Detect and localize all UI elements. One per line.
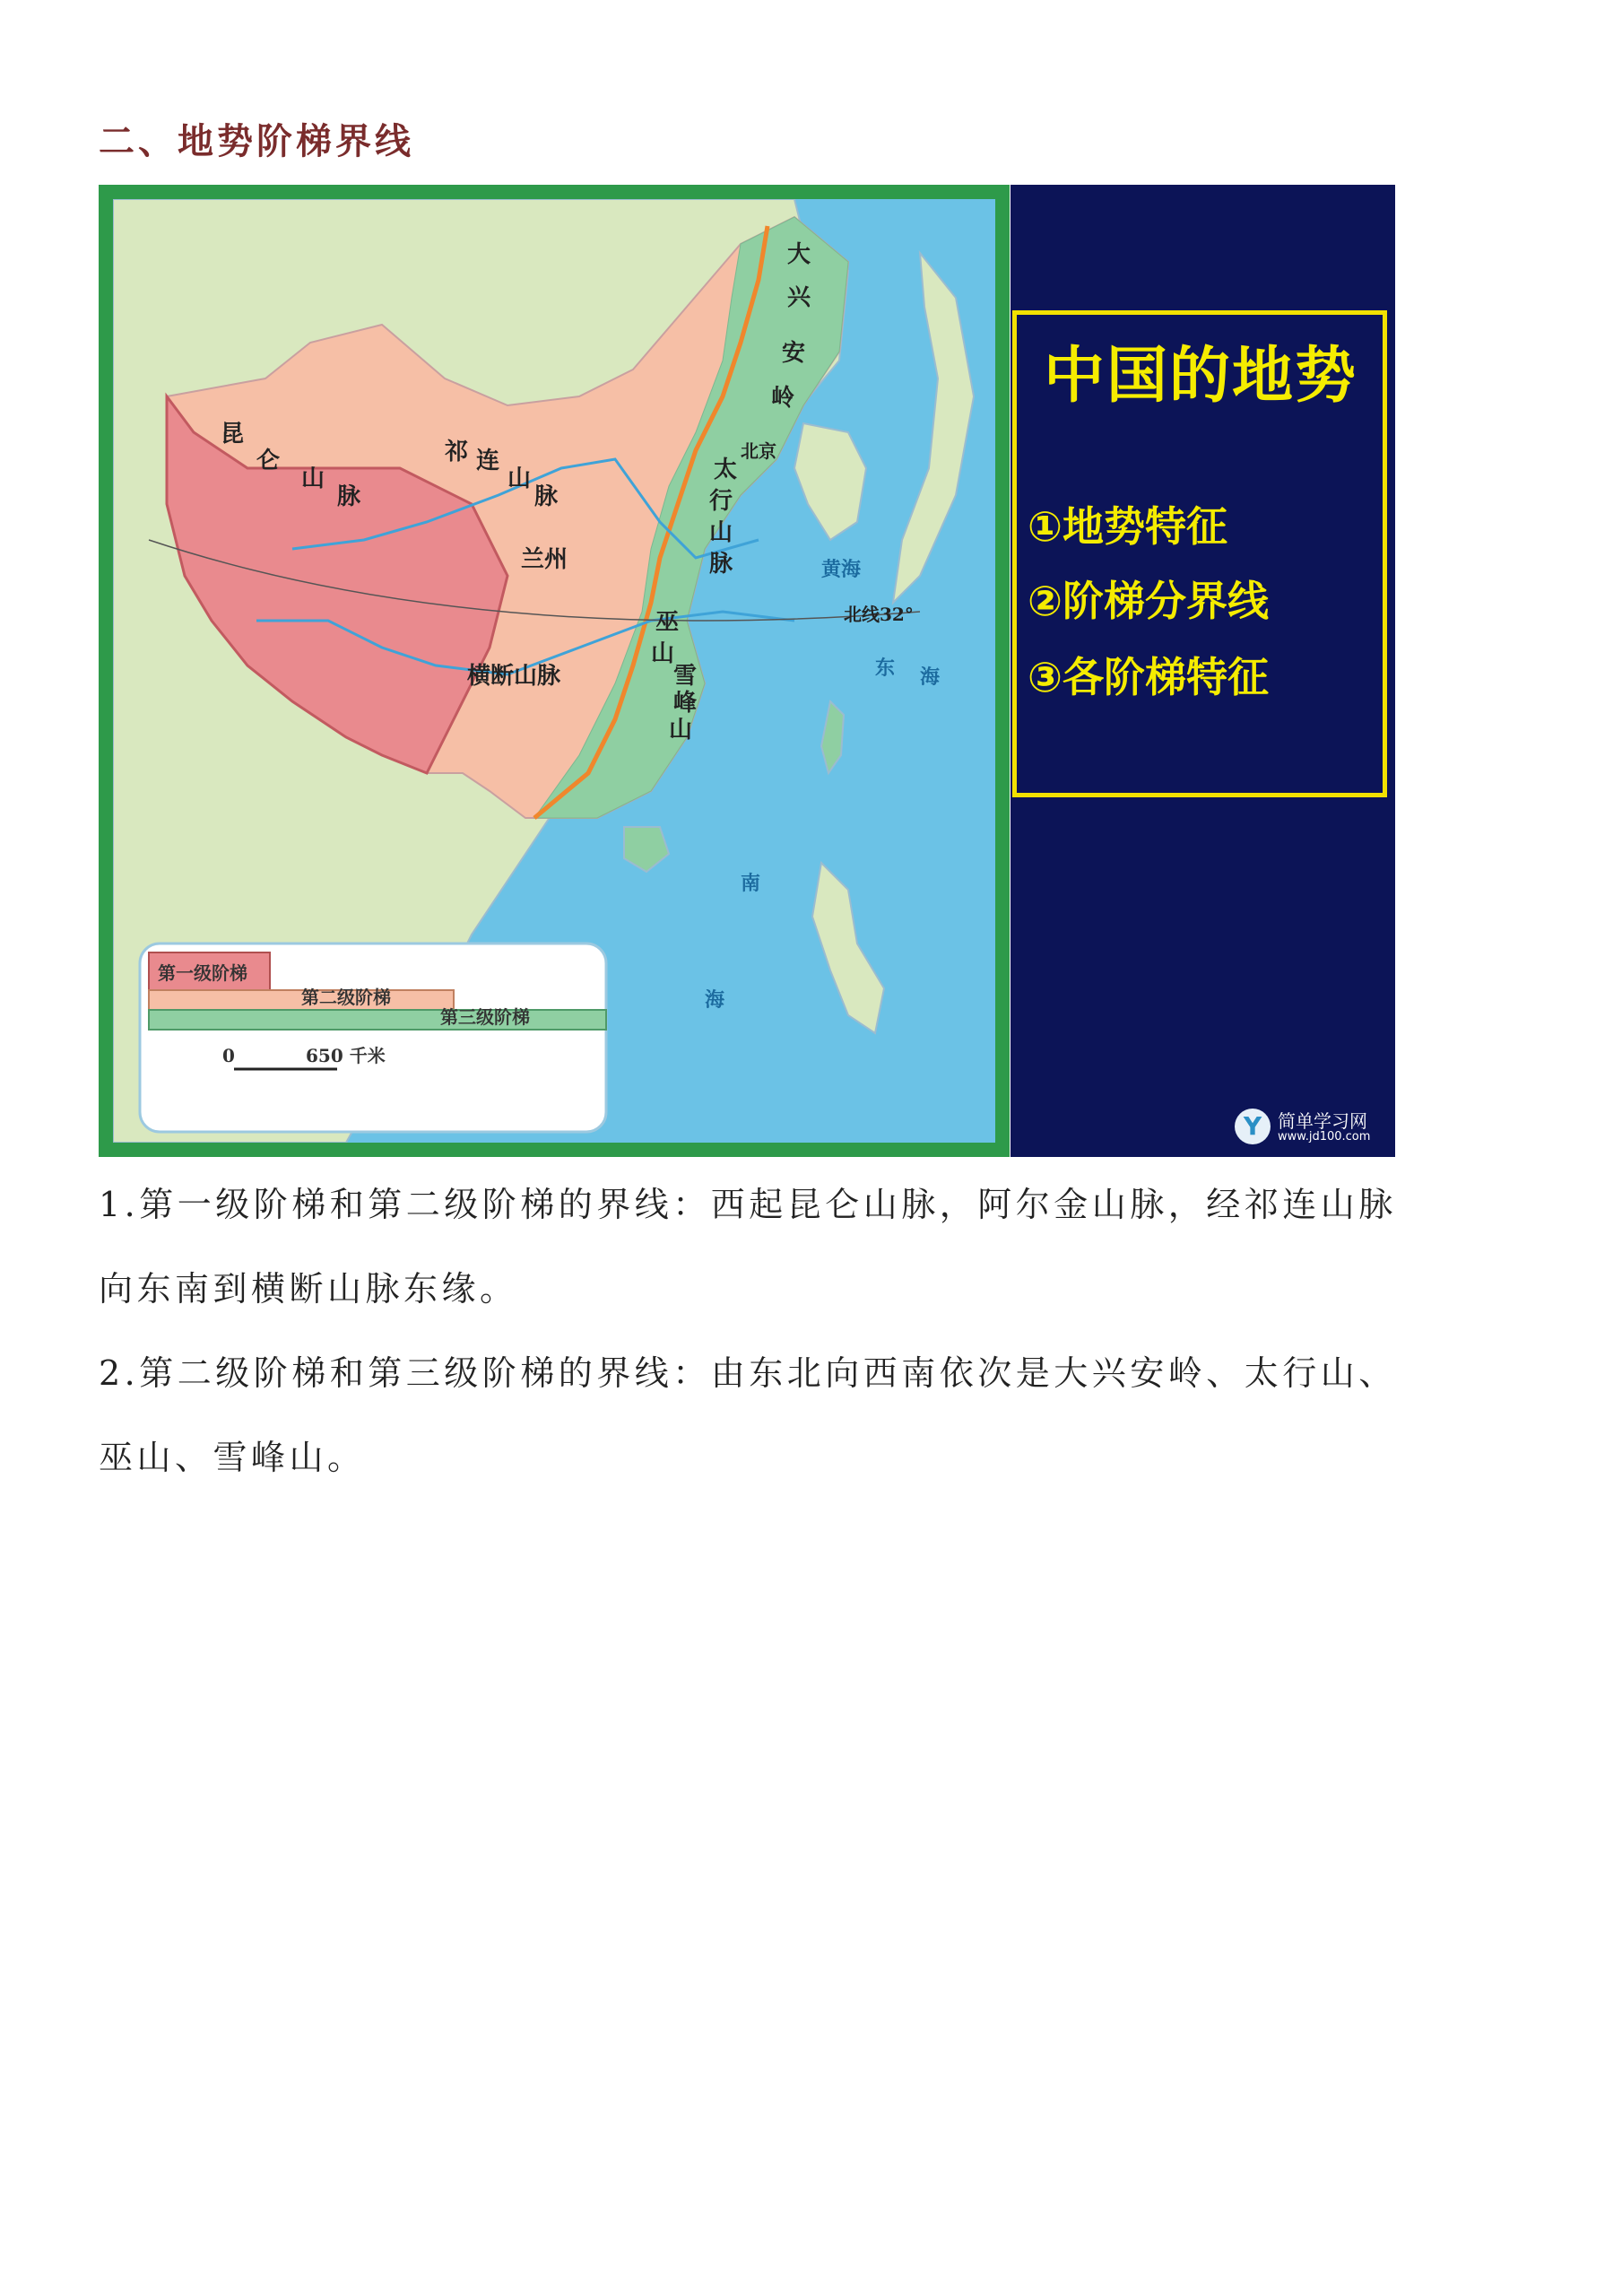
legend-step1-label: 第一级阶梯 <box>158 962 247 984</box>
label-kunlun-2: 仑 <box>256 448 281 474</box>
paragraph-2-line-2: 巫山、雪峰山。 <box>99 1438 366 1477</box>
label-daxinganling-2: 兴 <box>787 284 811 311</box>
label-daxinganling-4: 岭 <box>771 385 795 412</box>
site-logo-url: www.jd100.com <box>1278 1130 1371 1144</box>
label-kunlun-1: 昆 <box>221 421 245 448</box>
legend-scale-label: 650 千米 <box>306 1045 386 1066</box>
label-kunlun-4: 脉 <box>337 483 361 510</box>
label-taihang-4: 脉 <box>709 551 733 578</box>
label-beijing: 北京 <box>741 440 776 462</box>
legend-step3-block <box>149 1010 606 1030</box>
panel-title: 中国的地势 <box>1044 341 1358 412</box>
topic-box <box>1012 310 1387 797</box>
legend-step3-label: 第三级阶梯 <box>440 1006 530 1028</box>
panel-item-3: ③各阶梯特征 <box>1028 653 1269 701</box>
site-logo-icon: Y <box>1235 1109 1271 1144</box>
label-nanhai-1: 南 <box>741 872 761 895</box>
label-daxinganling-3: 安 <box>782 340 806 367</box>
label-nanhai-2: 海 <box>705 988 725 1012</box>
label-wushan-1: 巫 <box>655 609 680 636</box>
label-lanzhou: 兰州 <box>521 546 568 573</box>
label-wushan-2: 山 <box>651 640 675 667</box>
label-taihang-2: 行 <box>709 488 733 515</box>
paragraph-1-line-2: 向东南到横断山脉东缘。 <box>99 1269 518 1309</box>
label-qilian-2: 连 <box>476 448 500 474</box>
label-latitude: 北线32° <box>844 604 914 625</box>
label-xuefeng-1: 雪 <box>673 663 698 690</box>
legend-step2-label: 第二级阶梯 <box>301 987 391 1008</box>
label-qilian-1: 祁 <box>445 439 469 465</box>
label-donghai-2: 海 <box>920 665 941 689</box>
label-huanghai: 黄海 <box>821 558 862 581</box>
label-donghai-1: 东 <box>875 657 896 680</box>
label-hengduan: 横断山脉 <box>467 663 561 690</box>
label-taihang-3: 山 <box>709 519 733 546</box>
label-xuefeng-2: 峰 <box>673 690 698 717</box>
paragraph-2-line-1: 2.第二级阶梯和第三级阶梯的界线：由东北向西南依次是大兴安岭、太行山、 <box>99 1353 1397 1393</box>
label-qilian-4: 脉 <box>534 483 559 510</box>
label-qilian-3: 山 <box>507 465 532 492</box>
map-svg <box>113 199 995 1143</box>
legend-scale-zero: 0 <box>222 1045 235 1066</box>
panel-item-1: ①地势特征 <box>1028 502 1227 551</box>
paragraph-1-line-1: 1.第一级阶梯和第二级阶梯的界线：西起昆仑山脉，阿尔金山脉，经祁连山脉 <box>99 1185 1397 1224</box>
terrain-figure <box>99 185 1395 1157</box>
label-kunlun-3: 山 <box>301 465 325 492</box>
label-taihang-1: 太 <box>714 457 738 483</box>
china-terrain-map <box>99 185 1010 1157</box>
label-xuefeng-3: 山 <box>669 717 693 744</box>
section-heading: 二、地势阶梯界线 <box>99 121 414 162</box>
label-daxinganling-1: 大 <box>787 241 811 268</box>
panel-item-2: ②阶梯分界线 <box>1028 577 1269 625</box>
site-logo-name: 简单学习网 <box>1278 1110 1367 1132</box>
topic-panel <box>1010 185 1395 1157</box>
